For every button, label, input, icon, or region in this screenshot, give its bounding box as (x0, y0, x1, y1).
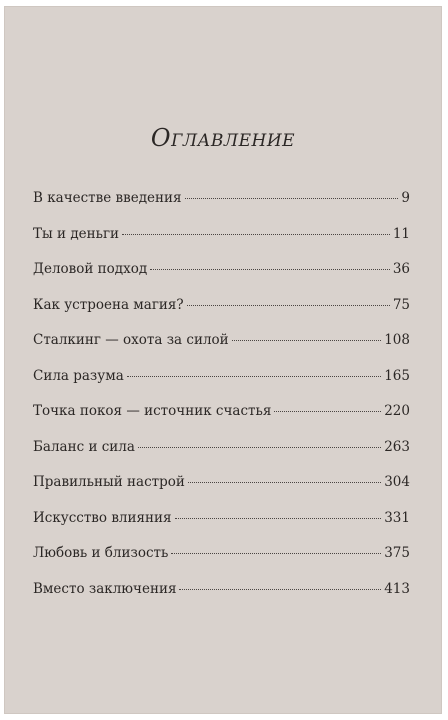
toc-entry-label: Сталкинг — охота за силой (33, 332, 229, 348)
page-title: Оглавление (150, 124, 296, 152)
toc-leader-dots (150, 269, 390, 270)
toc-entry-label: Ты и деньги (33, 225, 120, 242)
toc-entry-page: 165 (384, 367, 410, 384)
toc-entry-page: 413 (384, 580, 410, 597)
toc-entry (33, 403, 410, 439)
toc-entry-page: 331 (384, 509, 410, 526)
toc-leader-dots (171, 553, 381, 554)
toc-entry-page: 220 (384, 403, 410, 419)
toc-entry-label: Как устроена магия? (33, 296, 184, 313)
toc-entry (33, 190, 410, 226)
table-of-contents (33, 190, 410, 616)
toc-entry (33, 297, 410, 333)
toc-entry-page: 11 (392, 225, 410, 242)
toc-leader-dots (188, 482, 381, 483)
toc-entry-page: 375 (384, 545, 410, 561)
toc-entry-page: 9 (401, 190, 410, 206)
toc-entry (33, 226, 410, 262)
toc-entry-label: Правильный настрой (33, 474, 185, 490)
toc-entry-page: 75 (392, 296, 410, 313)
toc-entry (33, 474, 410, 510)
toc-entry-label: Точка покоя — источник счастья (33, 403, 272, 419)
toc-entry-page: 36 (392, 261, 410, 277)
toc-entry (33, 581, 410, 617)
toc-entry (33, 368, 410, 404)
toc-entry-label: Сила разума (33, 367, 124, 384)
toc-entry-page: 263 (384, 438, 410, 455)
toc-entry (33, 545, 410, 581)
toc-entry-label: Деловой подход (33, 261, 148, 277)
toc-entry-label: В качестве введения (33, 190, 182, 206)
toc-leader-dots (138, 447, 381, 448)
toc-entry-page: 304 (384, 474, 410, 490)
toc-leader-dots (122, 234, 390, 235)
toc-leader-dots (232, 340, 382, 341)
toc-entry-label: Вместо заключения (33, 580, 177, 597)
toc-entry-page: 108 (384, 332, 410, 348)
toc-leader-dots (187, 305, 390, 306)
toc-leader-dots (274, 411, 381, 412)
toc-leader-dots (185, 198, 399, 199)
toc-entry-label: Искусство влияния (33, 509, 172, 526)
toc-entry (33, 332, 410, 368)
toc-entry-label: Баланс и сила (33, 438, 135, 455)
toc-leader-dots (127, 376, 381, 377)
toc-leader-dots (179, 589, 381, 590)
toc-entry-label: Любовь и близость (33, 545, 169, 561)
toc-leader-dots (175, 518, 382, 519)
book-page (4, 6, 442, 714)
toc-entry (33, 439, 410, 475)
toc-entry (33, 510, 410, 546)
toc-entry (33, 261, 410, 297)
